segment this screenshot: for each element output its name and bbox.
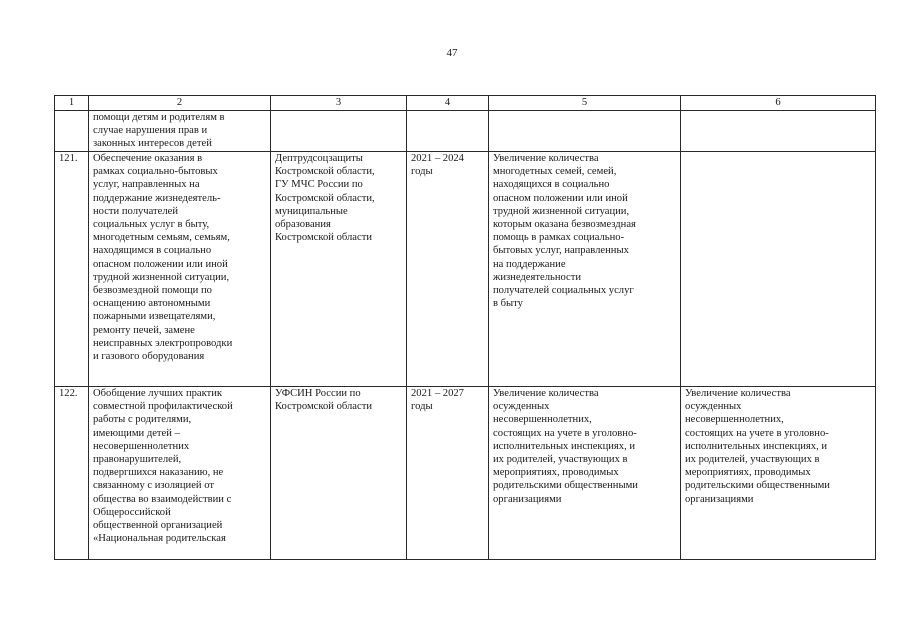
period-cell xyxy=(407,111,489,152)
result-cell: Увеличение количества многодетных семей, семей, находящихся в социально опасном положении или иной трудной жизненной ситуации, которым оказана безвозмездная помощь в рамках социально- бытовых услуг, направленных на поддержание жизнедеятельности получателей социальных услуг в быту xyxy=(489,152,681,387)
table-row-122 xyxy=(55,387,876,560)
indicator-cell: Увеличение количества осужденных несовершеннолетних, состоящих на учете в уголовно- исполнительных инспекциях, и их родителей, участвующих в мероприятиях, проводимых родительскими общественными организациями xyxy=(681,387,876,560)
header-cell-1: 1 xyxy=(55,96,89,111)
executor-cell xyxy=(271,111,407,152)
header-cell-4: 4 xyxy=(407,96,489,111)
measure-cell: Обобщение лучших практик совместной профилактической работы с родителями, имеющими детей – несовершеннолетних правонарушителей, подвергшихся наказанию, не связанному с изоляцией от общества во взаимодействии с Общероссийской общественной организацией «Национальная родительская xyxy=(89,387,271,560)
executor-cell: УФСИН России по Костромской области xyxy=(271,387,407,560)
header-cell-2: 2 xyxy=(89,96,271,111)
row-number-cell: 121. xyxy=(55,152,89,387)
page-number: 47 xyxy=(446,47,458,59)
table-header-row xyxy=(55,96,876,111)
row-number-cell xyxy=(55,111,89,152)
period-cell: 2021 – 2027 годы xyxy=(407,387,489,560)
indicator-cell xyxy=(681,152,876,387)
indicator-cell xyxy=(681,111,876,152)
executor-cell: Дептрудсоцзащиты Костромской области, ГУ МЧС России по Костромской области, муниципальные образования Костромской области xyxy=(271,152,407,387)
period-cell: 2021 – 2024 годы xyxy=(407,152,489,387)
measure-cell: Обеспечение оказания в рамках социально-бытовых услуг, направленных на поддержание жизнедеятель- ности получателей социальных услуг в быту, многодетным семьям, семьям, находящимся в социально опасном положении или иной трудной жизненной ситуации, безвозмездной помощи по оснащению автономными пожарными извещателями, ремонту печей, замене неисправных электропроводки и газового оборудования xyxy=(89,152,271,387)
result-cell xyxy=(489,111,681,152)
header-cell-6: 6 xyxy=(681,96,876,111)
header-cell-3: 3 xyxy=(271,96,407,111)
header-cell-5: 5 xyxy=(489,96,681,111)
result-cell: Увеличение количества осужденных несовершеннолетних, состоящих на учете в уголовно- исполнительных инспекциях, и их родителей, участвующих в мероприятиях, проводимых родительскими общественными организациями xyxy=(489,387,681,560)
row-number-cell: 122. xyxy=(55,387,89,560)
measure-cell: помощи детям и родителям в случае нарушения прав и законных интересов детей xyxy=(89,111,271,152)
table-row-continuation xyxy=(55,111,876,152)
measures-table xyxy=(54,95,876,560)
table-row-121 xyxy=(55,152,876,387)
